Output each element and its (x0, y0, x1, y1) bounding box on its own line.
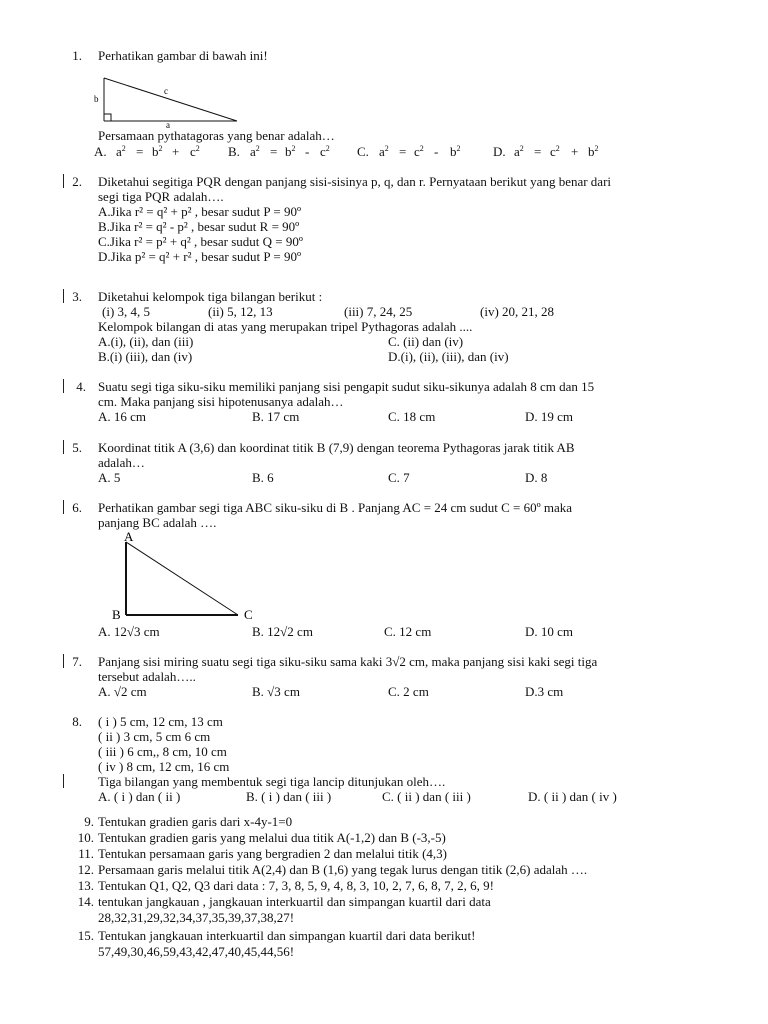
label-c: c (164, 86, 168, 96)
question-text: Persamaan garis melalui titik A(2,4) dan B (1,6) yang tegak lurus dengan titik (2,6) adalah …. (98, 862, 588, 877)
option-d: D. ( ii ) dan ( iv ) (528, 789, 617, 804)
vertex-a: A (124, 529, 134, 544)
vertex-b: B (112, 607, 121, 622)
option-c: C.Jika r² = p² + q² , besar sudut Q = 90º (98, 234, 303, 249)
question-text-cont: segi tiga PQR adalah…. (98, 189, 224, 204)
question-number: 6. (72, 500, 82, 515)
option-c: C. 12 cm (384, 624, 432, 639)
option-b: B. 6 (252, 470, 274, 485)
question-number: 14. (77, 894, 94, 909)
question-number: 8. (72, 714, 82, 729)
question-text: Tentukan Q1, Q2, Q3 dari data : 7, 3, 8, 5, 9, 4, 8, 3, 10, 2, 7, 6, 8, 7, 2, 6, 9! (98, 878, 494, 893)
question-number: 3. (72, 289, 82, 304)
option-d: D.Jika p² = q² + r² , besar sudut P = 90º (98, 249, 301, 264)
item-i: ( i ) 5 cm, 12 cm, 13 cm (98, 714, 223, 729)
group-i: (i) 3, 4, 5 (102, 304, 151, 319)
item-ii: ( ii ) 3 cm, 5 cm 6 cm (98, 729, 211, 744)
question-data: 57,49,30,46,59,43,42,47,40,45,44,56! (98, 944, 295, 959)
question-number: 1. (72, 48, 82, 63)
group-ii: (ii) 5, 12, 13 (208, 304, 273, 319)
question-number: 12. (77, 862, 94, 877)
option-a: A. 5 (98, 470, 121, 485)
option-c: C. 7 (388, 470, 410, 485)
question-data: 28,32,31,29,32,34,37,35,39,37,38,27! (98, 910, 295, 925)
option-c: C. 18 cm (388, 409, 436, 424)
option-c: C. (ii) dan (iv) (388, 334, 464, 349)
option-b: B. 17 cm (252, 409, 300, 424)
option-d: D. 8 (525, 470, 548, 485)
question-prompt: Persamaan pythatagoras yang benar adalah… (98, 128, 335, 143)
option-d: D. 19 cm (525, 409, 574, 424)
vertex-c: C (244, 607, 253, 622)
margin-bar (63, 774, 64, 788)
option-b: B. ( i ) dan ( iii ) (246, 789, 332, 804)
option-a: A.(i), (ii), dan (iii) (98, 334, 194, 349)
question-number: 11. (78, 846, 94, 861)
option-a: A. 16 cm (98, 409, 147, 424)
option-a: A. 12√3 cm (98, 624, 160, 639)
question-text: Tentukan jangkauan interkuartil dan simpangan kuartil dari data berikut! (98, 928, 476, 943)
question-text-cont: cm. Maka panjang sisi hipotenusanya adalah… (98, 394, 344, 409)
option-d: D.3 cm (525, 684, 564, 699)
question-text: Diketahui segitiga PQR dengan panjang sisi-sisinya p, q, dan r. Pernyataan berikut yang benar dari (98, 174, 612, 189)
item-iv: ( iv ) 8 cm, 12 cm, 16 cm (98, 759, 230, 774)
item-iii: ( iii ) 6 cm,, 8 cm, 10 cm (98, 744, 227, 759)
question-text: Tentukan gradien garis yang melalui dua titik A(-1,2) dan B (-3,-5) (98, 830, 446, 845)
option-b: B.(i) (iii), dan (iv) (98, 349, 193, 364)
option-a: A. ( i ) dan ( ii ) (98, 789, 181, 804)
option-c: C. 2 cm (388, 684, 429, 699)
question-text: Diketahui kelompok tiga bilangan berikut : (98, 289, 323, 304)
option-b: B. √3 cm (252, 684, 300, 699)
option-b: B.Jika r² = q² - p² , besar sudut R = 90º (98, 219, 300, 234)
question-number: 9. (84, 814, 94, 829)
question-prompt: Tiga bilangan yang membentuk segi tiga lancip ditunjukan oleh…. (98, 774, 446, 789)
question-text-cont: tersebut adalah….. (98, 669, 196, 684)
option-a: A.Jika r² = q² + p² , besar sudut P = 90º (98, 204, 301, 219)
label-a: a (166, 120, 170, 128)
triangle-abc-figure (108, 528, 268, 624)
question-text: tentukan jangkauan , jangkauan interkuartil dan simpangan kuartil dari data (98, 894, 491, 909)
question-text: Perhatikan gambar di bawah ini! (98, 48, 268, 63)
question-text: Tentukan persamaan garis yang bergradien 2 dan melalui titik (4,3) (98, 846, 448, 861)
question-number: 2. (72, 174, 82, 189)
question-text: Panjang sisi miring suatu segi tiga siku-siku sama kaki 3√2 cm, maka panjang sisi kaki segi tiga (98, 654, 598, 669)
option-d: D.(i), (ii), (iii), dan (iv) (388, 349, 509, 364)
question-text: Tentukan gradien garis dari x-4y-1=0 (98, 814, 293, 829)
question-number: 7. (72, 654, 82, 669)
group-iii: (iii) 7, 24, 25 (344, 304, 413, 319)
question-text: Suatu segi tiga siku-siku memiliki panjang sisi pengapit sudut siku-sikunya adalah 8 cm dan 15 (98, 379, 595, 394)
question-number: 13. (77, 878, 94, 893)
question-prompt: Kelompok bilangan di atas yang merupakan tripel Pythagoras adalah .... (98, 319, 473, 334)
question-number: 5. (72, 440, 82, 455)
label-b: b (94, 94, 99, 104)
option-d: D. 10 cm (525, 624, 574, 639)
question-text: Koordinat titik A (3,6) dan koordinat titik B (7,9) dengan teorema Pythagoras jarak titik AB (98, 440, 575, 455)
right-triangle-figure (90, 72, 250, 128)
question-number: 10. (77, 830, 94, 845)
question-text: Perhatikan gambar segi tiga ABC siku-siku di B . Panjang AC = 24 cm sudut C = 60º maka (98, 500, 573, 515)
question-number: 15. (77, 928, 94, 943)
option-c: C. ( ii ) dan ( iii ) (382, 789, 471, 804)
group-iv: (iv) 20, 21, 28 (480, 304, 555, 319)
question-number: 4. (76, 379, 86, 394)
option-b: B. 12√2 cm (252, 624, 313, 639)
option-a: A. √2 cm (98, 684, 147, 699)
question-text-cont: adalah… (98, 455, 145, 470)
question-text-cont: panjang BC adalah …. (98, 515, 217, 530)
